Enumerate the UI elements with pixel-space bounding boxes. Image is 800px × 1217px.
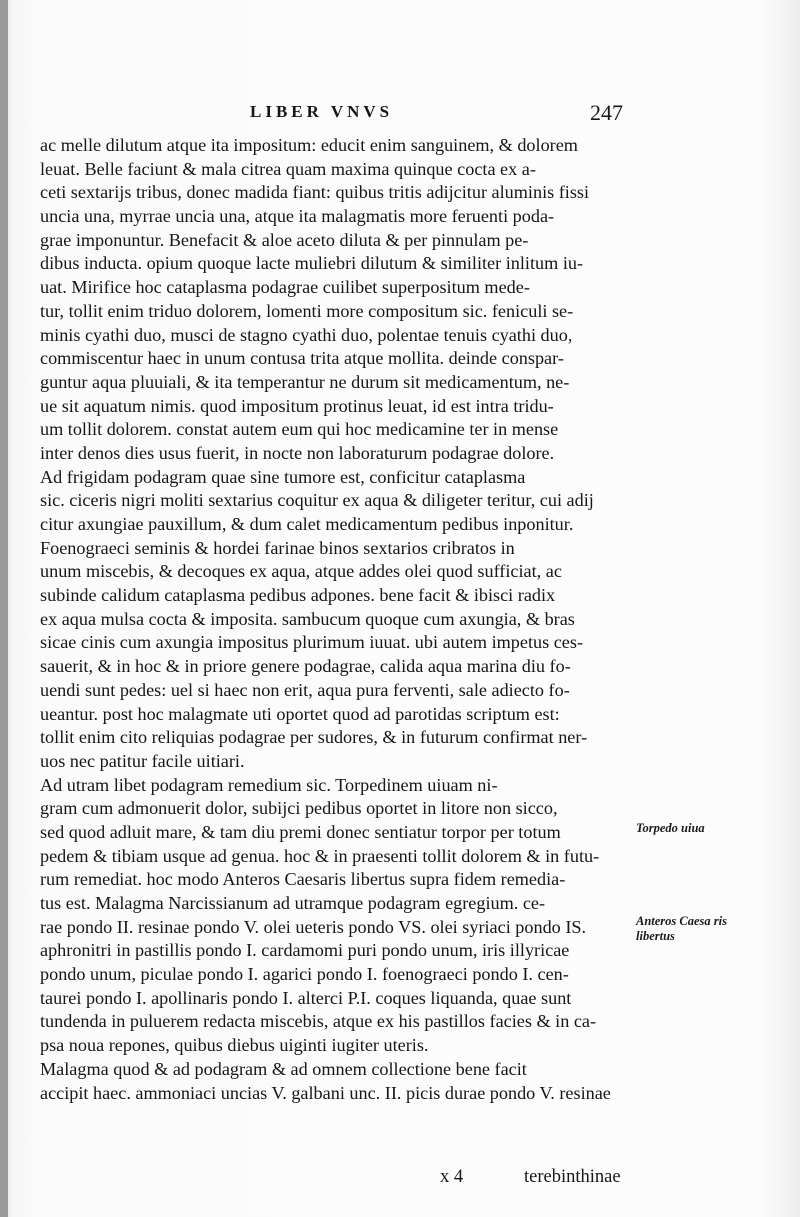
text-line: sicae cinis cum axungia impositus plurimum iuuat. ubi autem impetus ces- <box>40 632 583 653</box>
text-line: dibus inducta. opium quoque lacte muliebri dilutum & similiter inlitum iu- <box>40 253 584 274</box>
text-line: uncia una, myrrae uncia una, atque ita malagmatis more feruenti poda- <box>40 206 555 227</box>
text-line: subinde calidum cataplasma pedibus adpones. bene facit & ibisci radix <box>40 585 556 606</box>
page-footer <box>440 1167 640 1191</box>
text-line: ueantur. post hoc malagmate uti oportet quod ad parotidas scriptum est: <box>40 703 560 724</box>
margin-note-anteros: Anteros Caesa ris libertus <box>636 914 727 943</box>
text-line: grae imponuntur. Benefacit & aloe aceto diluta & per pinnulam pe- <box>40 229 529 250</box>
signature-mark: x 4 <box>440 1167 464 1187</box>
text-line: tundenda in puluerem redacta miscebis, atque ex his pastillos facies & in ca- <box>40 1011 597 1032</box>
text-line: pedem & tibiam usque ad genua. hoc & in praesenti tollit dolorem & in futu- <box>40 845 600 866</box>
margin-note-torpedo: Torpedo uiua <box>636 821 705 835</box>
page-header <box>40 100 640 130</box>
text-line: unum miscebis, & decoques ex aqua, atque addes olei quod sufficiat, ac <box>40 561 562 582</box>
text-line: sic. ciceris nigri moliti sextarius coquitur ex aqua & diligeter teritur, cui adij <box>40 490 594 511</box>
text-line: tur, tollit enim triduo dolorem, lomenti more compositum sic. feniculi se- <box>40 300 574 321</box>
running-title: LIBER VNVS <box>250 102 394 121</box>
text-line: taurei pondo I. apollinaris pondo I. alterci P.I. coques liquanda, quae sunt <box>40 987 572 1008</box>
text-line: commiscentur haec in unum contusa trita atque mollita. deinde conspar- <box>40 348 564 369</box>
text-line: ue sit aquatum nimis. quod impositum protinus leuat, id est intra tridu- <box>40 395 554 416</box>
text-line: gram cum admonuerit dolor, subijci pedibus oportet in litore non sicco, <box>40 798 558 819</box>
text-line: um tollit dolorem. constat autem eum qui hoc medicamine ter in mense <box>40 419 559 440</box>
text-line: ac melle dilutum atque ita impositum: educit enim sanguinem, & dolorem <box>40 135 578 155</box>
body-text <box>40 134 632 1105</box>
text-line: aphronitri in pastillis pondo I. cardamomi puri pondo unum, iris illyricae <box>40 940 570 961</box>
text-line: pondo unum, piculae pondo I. agarici pondo I. foenograeci pondo I. cen- <box>40 964 569 985</box>
text-line: leuat. Belle faciunt & mala citrea quam maxima quinque cocta ex a- <box>40 158 536 179</box>
text-line: ceti sextarijs tribus, donec madida fiant: quibus tritis adijcitur aluminis fissi <box>40 182 590 203</box>
text-line: Ad utram libet podagram remedium sic. Torpedinem uiuam ni- <box>40 774 498 795</box>
text-line: rum remediat. hoc modo Anteros Caesaris libertus supra fidem remedia- <box>40 869 566 890</box>
text-line: accipit haec. ammoniaci uncias V. galbani unc. II. picis durae pondo V. resinae <box>40 1082 611 1103</box>
text-line: ex aqua mulsa cocta & imposita. sambucum quoque cum axungia, & bras <box>40 608 575 629</box>
text-line: citur axungiae pauxillum, & dum calet medicamentum pedibus inponitur. <box>40 514 574 534</box>
text-line: psa noua repones, quibus diebus uiginti iugiter uteris. <box>40 1035 429 1056</box>
text-line: Ad frigidam podagram quae sine tumore est, conficitur cataplasma <box>40 466 526 487</box>
text-line: tollit enim cito reliquias podagrae per sudores, & in futurum confirmat ner- <box>40 727 588 748</box>
text-line: inter denos dies usus fuerit, in nocte non laboraturum podagrae dolore. <box>40 442 555 463</box>
text-line: sauerit, & in hoc & in priore genere podagrae, calida aqua marina diu fo- <box>40 656 571 677</box>
text-line: uat. Mirifice hoc cataplasma podagrae cuilibet superpositum mede- <box>40 277 530 298</box>
text-line: tus est. Malagma Narcissianum ad utramque podagram egregium. ce- <box>40 893 546 913</box>
text-line: rae pondo II. resinae pondo V. olei ueteris pondo VS. olei syriaci pondo IS. <box>40 916 587 937</box>
text-line: sed quod adluit mare, & tam diu premi donec sentiatur torpor per totum <box>40 821 561 842</box>
text-line: uendi sunt pedes: uel si haec non erit, aqua pura ferventi, sale adiecto fo- <box>40 679 570 700</box>
text-line: guntur aqua pluuiali, & ita temperantur ne durum sit medicamentum, ne- <box>40 371 570 392</box>
catchword: terebinthinae <box>524 1167 621 1187</box>
text-line: Foenograeci seminis & hordei farinae binos sextarios cribratos in <box>40 537 515 558</box>
text-line: Malagma quod & ad podagram & ad omnem collectione bene facit <box>40 1058 527 1079</box>
text-line: uos nec patitur facile uitiari. <box>40 750 245 771</box>
text-line: minis cyathi duo, musci de stagno cyathi duo, polentae tenuis cyathi duo, <box>40 324 573 345</box>
page-number: 247 <box>590 100 623 125</box>
